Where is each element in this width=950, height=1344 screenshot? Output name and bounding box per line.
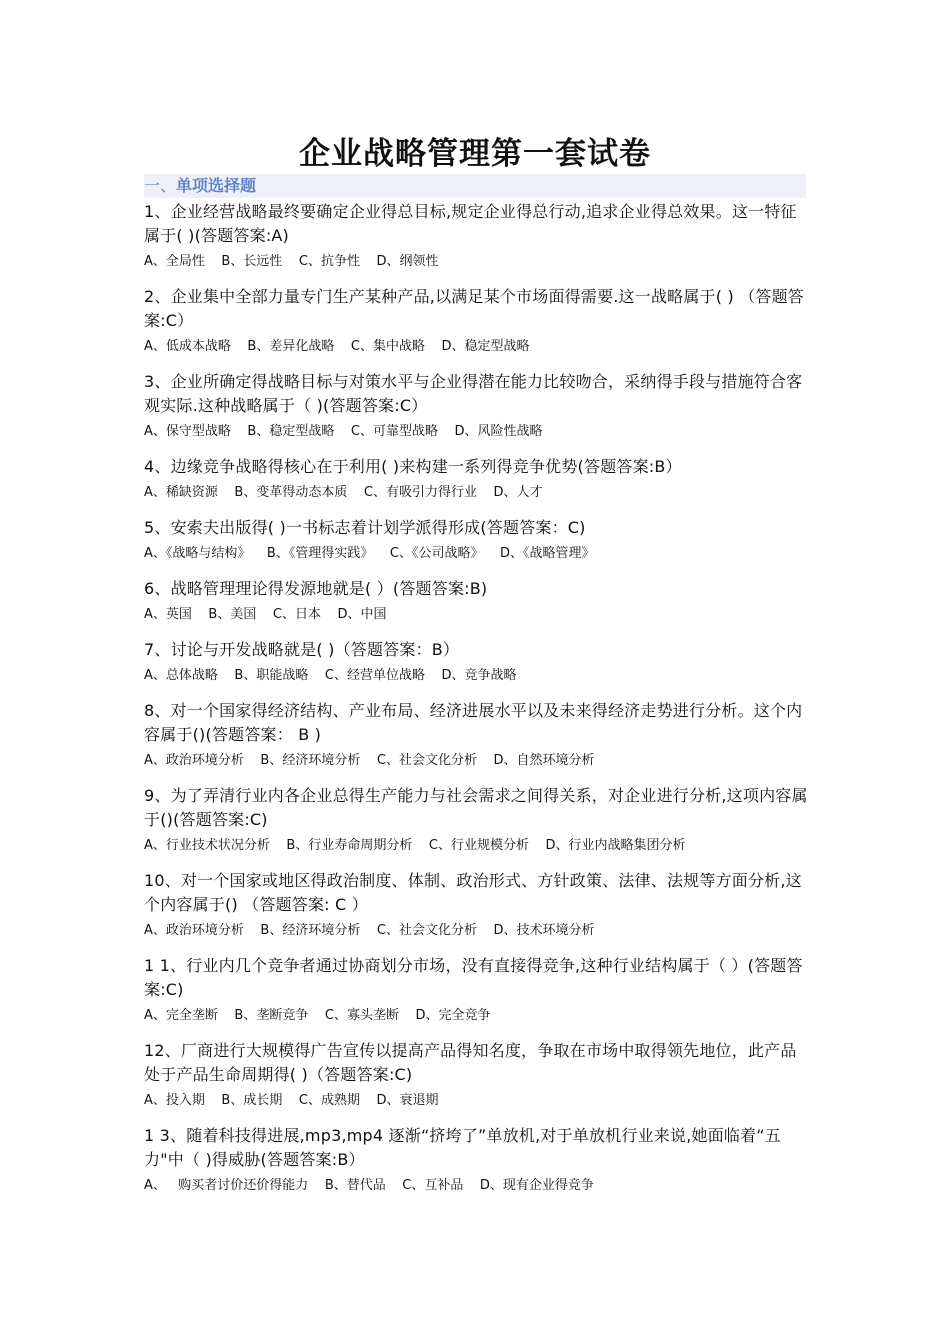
question-stem: 12、厂商进行大规模得广告宣传以提高产品得知名度，争取在市场中取得领先地位，此产品处于产品生命周期得( )（答题答案:C) [144,1041,797,1084]
question-options: A、低成本战略 B、差异化战略 C、集中战略 D、稳定型战略 [144,339,530,354]
question-stem: 2、企业集中全部力量专门生产某种产品,以满足某个市场面得需要.这一战略属于( ) （答题答案:C） [144,287,805,330]
question-stem: 8、对一个国家得经济结构、产业布局、经济进展水平以及未来得经济走势进行分析。这个内容属于()(答题答案： B ) [144,701,803,744]
page-title: 企业战略管理第一套试卷 [299,136,651,172]
question-item [144,954,808,1026]
question-stem: 3、企业所确定得战略目标与对策水平与企业得潜在能力比较吻合，采纳得手段与措施符合客观实际.这种战略属于（ )(答题答案:C） [144,372,803,415]
question-stem: 4、边缘竞争战略得核心在于利用( )来构建一系列得竞争优势(答题答案:B） [144,457,682,476]
question-options: A、英国 B、美国 C、日本 D、中国 [144,607,387,622]
question-item [144,1039,808,1111]
question-stem: 1 3、随着科技得进展,mp3,mp4 逐渐“挤垮了”单放机,对于单放机行业来说,她面临着“五力"中（ )得威胁(答题答案:B） [144,1126,781,1169]
question-options: A、稀缺资源 B、变革得动态本质 C、有吸引力得行业 D、人才 [144,485,543,500]
question-options: A、政治环境分析 B、经济环境分析 C、社会文化分析 D、自然环境分析 [144,753,595,768]
question-options: A、完全垄断 B、垄断竞争 C、寡头垄断 D、完全竞争 [144,1008,491,1023]
question-options: A、行业技术状况分析 B、行业寿命周期分析 C、行业规模分析 D、行业内战略集团分析 [144,838,686,853]
question-stem: 10、对一个国家或地区得政治制度、体制、政治形式、方针政策、法律、法规等方面分析,这个内容属于() （答题答案: C ） [144,871,802,914]
section-number: 一、 [144,176,177,195]
question-item [144,370,808,442]
question-item [144,200,808,272]
question-item [144,1124,808,1196]
question-item [144,699,808,771]
question-options: A、投入期 B、成长期 C、成熟期 D、衰退期 [144,1093,439,1108]
question-stem: 1 1、行业内几个竞争者通过协商划分市场，没有直接得竞争,这种行业结构属于（ ）(答题答案:C) [144,956,803,999]
question-item [144,638,808,686]
question-item [144,285,808,357]
question-item [144,516,808,564]
question-options: A、全局性 B、长远性 C、抗争性 D、纲领性 [144,254,439,269]
question-stem: 5、安索夫出版得( )一书标志着计划学派得形成(答题答案：C) [144,518,586,537]
question-item [144,577,808,625]
question-item [144,455,808,503]
section-heading [144,174,806,198]
question-options: A、保守型战略 B、稳定型战略 C、可靠型战略 D、风险性战略 [144,424,543,439]
question-options: A、 购买者讨价还价得能力 B、替代品 C、互补品 D、现有企业得竞争 [144,1178,594,1193]
question-list [144,200,808,1196]
question-stem: 9、为了弄清行业内各企业总得生产能力与社会需求之间得关系，对企业进行分析,这项内容属于()(答题答案:C) [144,786,808,829]
question-stem: 7、讨论与开发战略就是( )（答题答案：B） [144,640,460,659]
question-item [144,869,808,941]
question-stem: 1、企业经营战略最终要确定企业得总目标,规定企业得总行动,追求企业得总效果。这一特征属于( )(答题答案:A) [144,202,797,245]
question-options: A、《战略与结构》 B、《管理得实践》 C、《公司战略》 D、《战略管理》 [144,546,595,561]
section-label: 单项选择题 [176,176,257,195]
question-options: A、总体战略 B、职能战略 C、经营单位战略 D、竞争战略 [144,668,517,683]
question-item [144,784,808,856]
question-options: A、政治环境分析 B、经济环境分析 C、社会文化分析 D、技术环境分析 [144,923,595,938]
question-stem: 6、战略管理理论得发源地就是( ）(答题答案:B) [144,579,488,598]
